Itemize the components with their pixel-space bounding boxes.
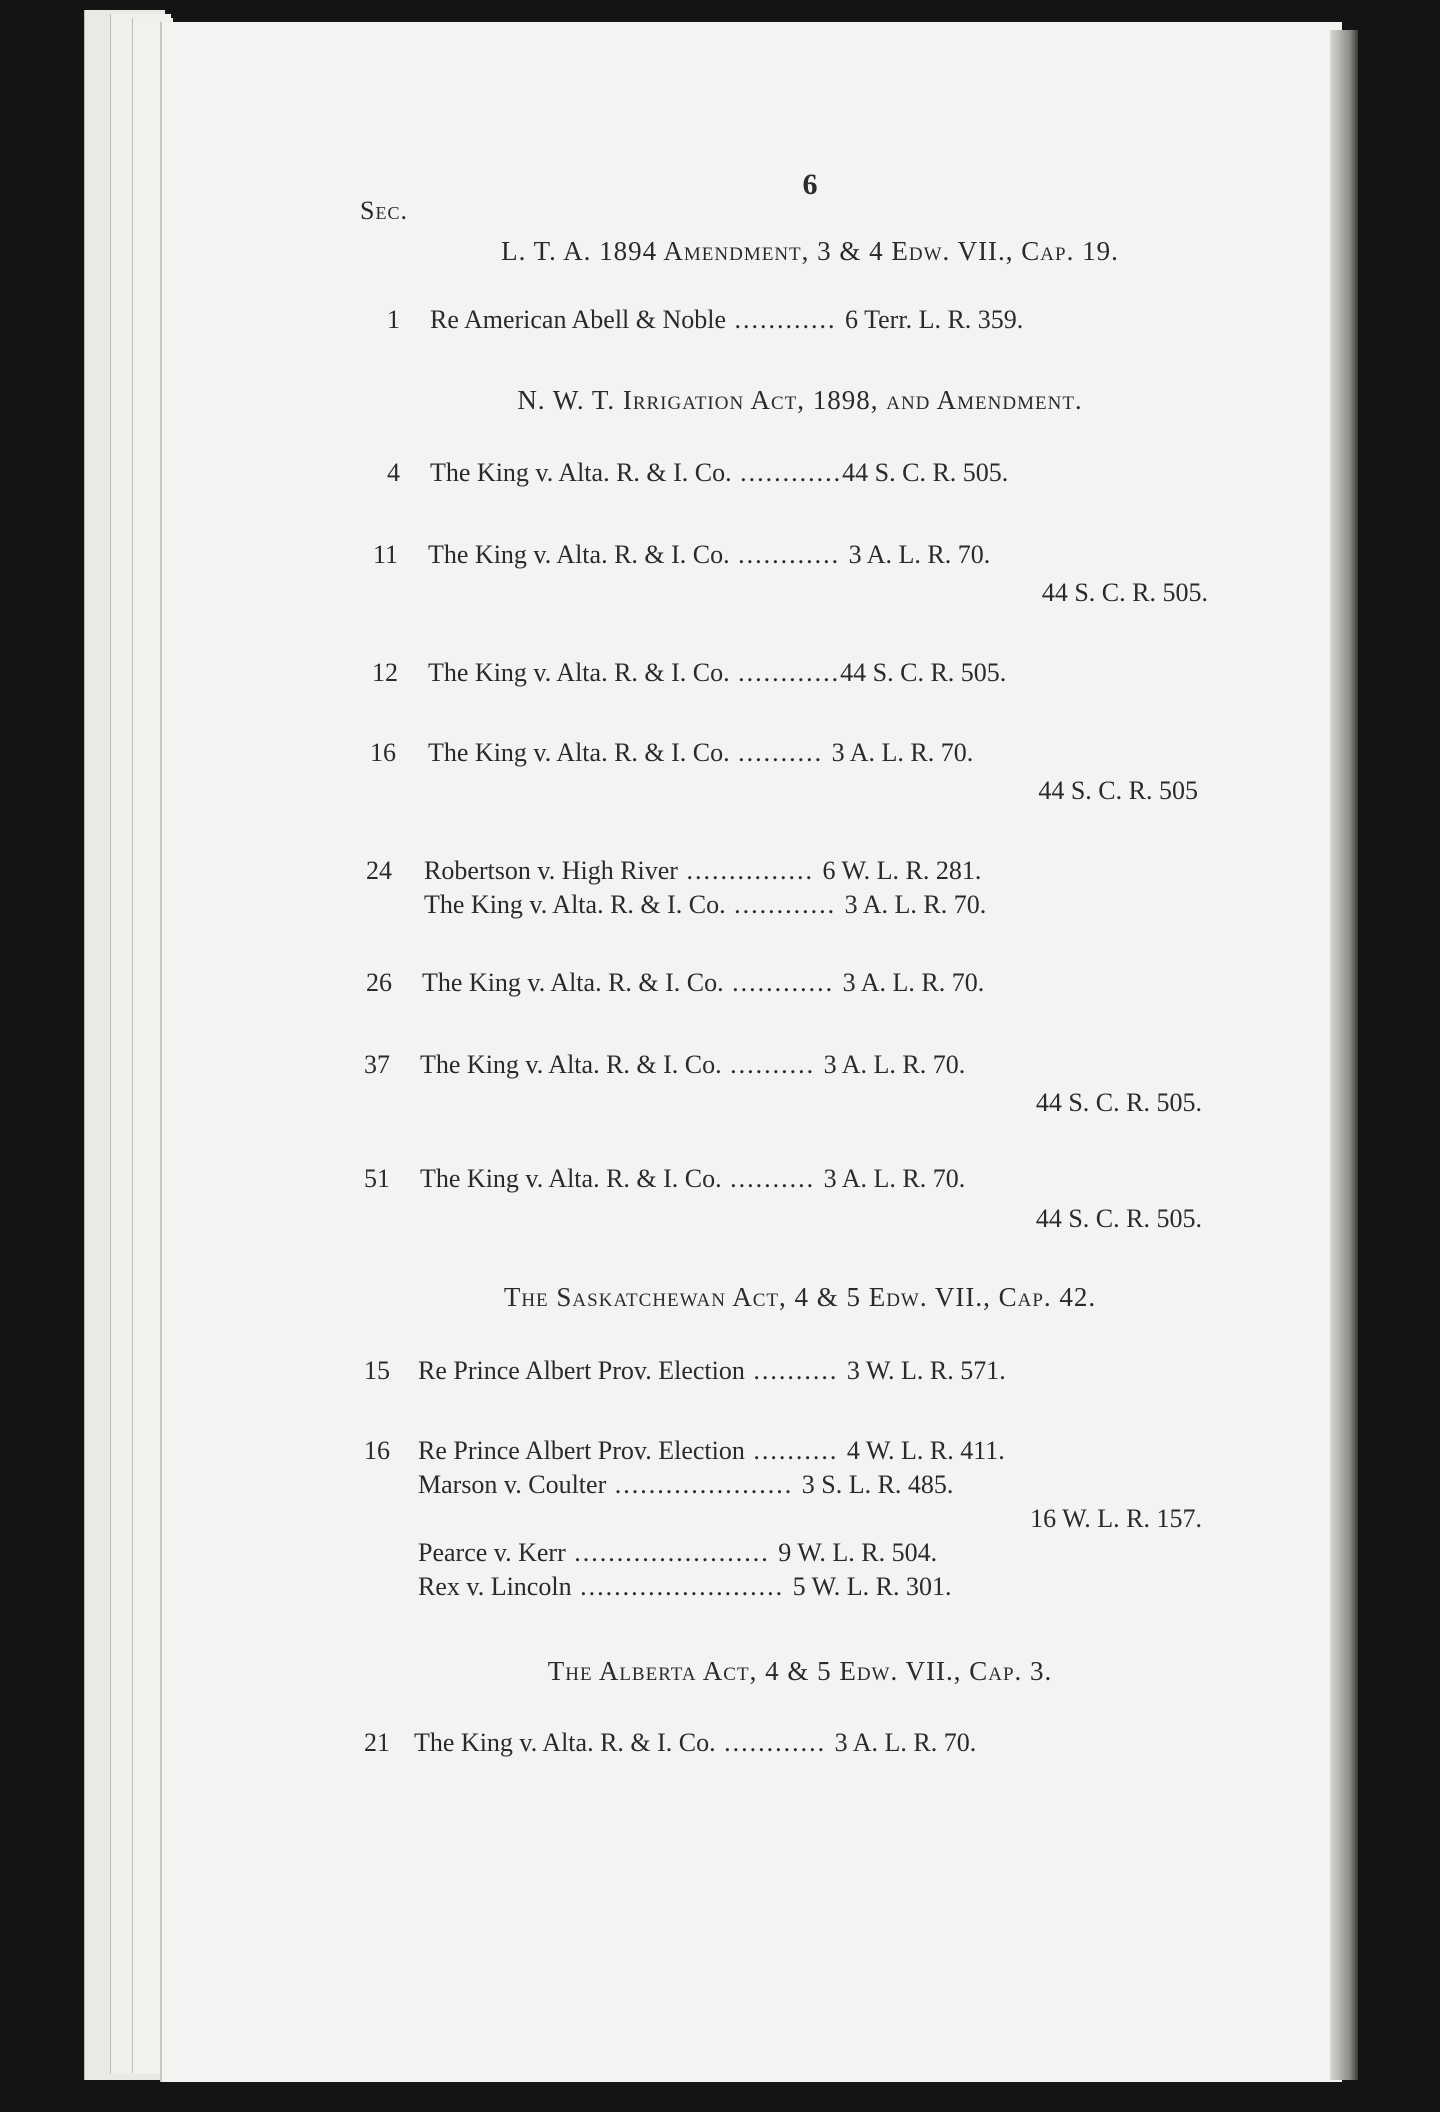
citation: 4 W. L. R. 411. xyxy=(846,1436,1005,1465)
citation: 5 W. L. R. 301. xyxy=(792,1572,952,1601)
section-number: 15 xyxy=(364,1356,390,1385)
case-name: Robertson v. High River xyxy=(424,856,678,885)
leader-dots: ............... xyxy=(677,856,823,885)
citation: 3 S. L. R. 485. xyxy=(801,1470,954,1499)
case-name: Re Prince Albert Prov. Election xyxy=(418,1436,745,1465)
leader-dots: .......... xyxy=(744,1436,847,1465)
table-row xyxy=(418,1356,1006,1386)
case-name: The King v. Alta. R. & I. Co. xyxy=(420,1050,722,1079)
citation: 44 S. C. R. 505. xyxy=(840,658,1007,687)
section-heading: N. W. T. Irrigation Act, 1898, and Amendment. xyxy=(517,385,1083,415)
section-heading: L. T. A. 1894 Amendment, 3 & 4 Edw. VII., Cap. 19. xyxy=(501,236,1119,266)
leader-dots: ............ xyxy=(726,305,846,334)
citation: 6 W. L. R. 281. xyxy=(822,856,982,885)
section-number: 1 xyxy=(387,305,400,334)
table-row xyxy=(420,1050,965,1080)
section-number: 16 xyxy=(370,738,396,767)
leader-dots: ............ xyxy=(725,890,845,919)
section-number: 16 xyxy=(364,1436,390,1465)
citation: 16 W. L. R. 157. xyxy=(1030,1504,1202,1533)
section-number: 12 xyxy=(372,658,398,687)
citation: 44 S. C. R. 505. xyxy=(1035,1204,1202,1233)
case-name: Pearce v. Kerr xyxy=(418,1538,566,1567)
citation: 3 W. L. R. 571. xyxy=(846,1356,1006,1385)
table-row xyxy=(418,1470,953,1500)
section-number: 21 xyxy=(364,1728,390,1757)
table-row xyxy=(418,1538,937,1568)
citation: 3 A. L. R. 70. xyxy=(842,968,985,997)
leader-dots: ....................... xyxy=(565,1538,779,1567)
citation: 3 A. L. R. 70. xyxy=(848,540,991,569)
table-row xyxy=(428,658,1006,688)
case-name: The King v. Alta. R. & I. Co. xyxy=(430,458,732,487)
table-row xyxy=(418,1572,951,1602)
case-name: Rex v. Lincoln xyxy=(418,1572,572,1601)
case-name: Marson v. Coulter xyxy=(418,1470,607,1499)
case-name: The King v. Alta. R. & I. Co. xyxy=(428,658,730,687)
sec-column-label: Sec. xyxy=(360,196,408,225)
table-row xyxy=(418,1436,1005,1466)
leader-dots: ............ xyxy=(729,658,841,687)
case-name: Re Prince Albert Prov. Election xyxy=(418,1356,745,1385)
section-number: 26 xyxy=(366,968,392,997)
table-row xyxy=(420,1164,965,1194)
citation: 6 Terr. L. R. 359. xyxy=(845,305,1024,334)
table-row xyxy=(428,540,990,570)
section-number: 37 xyxy=(364,1050,390,1079)
section-number: 24 xyxy=(366,856,392,885)
table-row xyxy=(430,305,1250,335)
table-row xyxy=(430,458,1008,488)
section-number: 51 xyxy=(364,1164,390,1193)
table-row xyxy=(414,1728,976,1758)
citation: 3 A. L. R. 70. xyxy=(844,890,987,919)
leader-dots: ..................... xyxy=(606,1470,802,1499)
section-heading: The Alberta Act, 4 & 5 Edw. VII., Cap. 3. xyxy=(547,1656,1053,1686)
table-row xyxy=(422,968,984,998)
citation: 9 W. L. R. 504. xyxy=(778,1538,938,1567)
table-row xyxy=(428,738,973,768)
section-number: 4 xyxy=(387,458,400,487)
leader-dots: .......... xyxy=(729,738,832,767)
case-name: The King v. Alta. R. & I. Co. xyxy=(428,738,730,767)
table-row xyxy=(424,890,986,920)
section-number: 11 xyxy=(372,540,398,569)
case-name: Re American Abell & Noble xyxy=(430,305,727,334)
case-name: The King v. Alta. R. & I. Co. xyxy=(414,1728,716,1757)
leader-dots: ............ xyxy=(729,540,849,569)
citation: 3 A. L. R. 70. xyxy=(831,738,974,767)
section-heading: The Saskatchewan Act, 4 & 5 Edw. VII., Cap. 42. xyxy=(503,1282,1097,1312)
leader-dots: ............ xyxy=(723,968,843,997)
citation: 44 S. C. R. 505. xyxy=(1041,578,1208,607)
case-name: The King v. Alta. R. & I. Co. xyxy=(420,1164,722,1193)
table-row xyxy=(424,856,981,886)
leader-dots: .......... xyxy=(744,1356,847,1385)
leader-dots: .......... xyxy=(721,1050,824,1079)
citation: 3 A. L. R. 70. xyxy=(823,1050,966,1079)
case-name: The King v. Alta. R. & I. Co. xyxy=(422,968,724,997)
citation: 44 S. C. R. 505 xyxy=(1038,776,1198,805)
leader-dots: .......... xyxy=(721,1164,824,1193)
citation: 3 A. L. R. 70. xyxy=(834,1728,977,1757)
leader-dots: ............ xyxy=(715,1728,835,1757)
case-name: The King v. Alta. R. & I. Co. xyxy=(424,890,726,919)
case-name: The King v. Alta. R. & I. Co. xyxy=(428,540,730,569)
page-number: 6 xyxy=(802,168,818,201)
citation: 3 A. L. R. 70. xyxy=(823,1164,966,1193)
leader-dots: ............ xyxy=(731,458,843,487)
leader-dots: ........................ xyxy=(571,1572,793,1601)
citation: 44 S. C. R. 505. xyxy=(842,458,1009,487)
citation: 44 S. C. R. 505. xyxy=(1035,1088,1202,1117)
